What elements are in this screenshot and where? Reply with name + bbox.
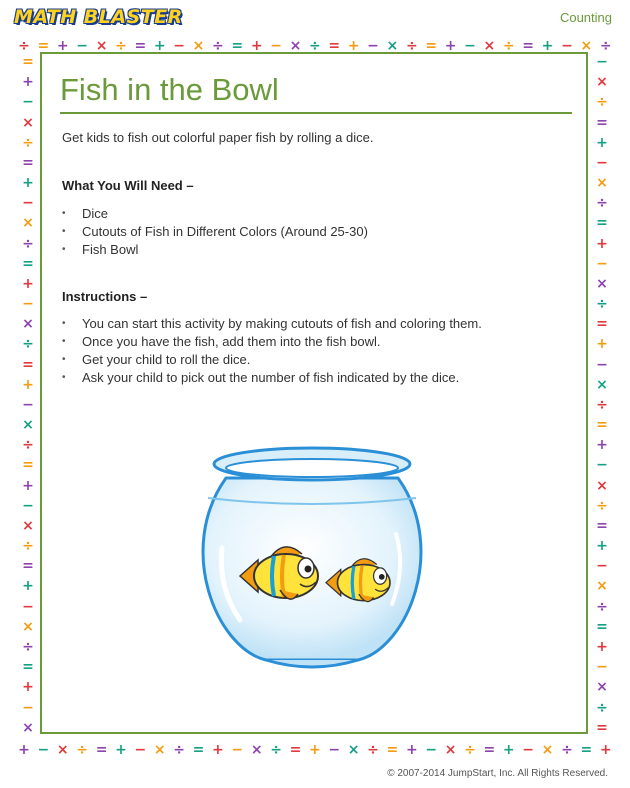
border-symbol-icon: = bbox=[231, 38, 244, 54]
border-symbol-icon: × bbox=[192, 38, 205, 54]
border-symbol-icon: ÷ bbox=[464, 742, 476, 758]
border-symbol-icon: + bbox=[596, 437, 608, 454]
list-item: • Fish Bowl bbox=[62, 241, 368, 259]
page-title: Fish in the Bowl bbox=[60, 72, 279, 107]
border-symbol-icon: = bbox=[596, 215, 608, 232]
border-symbol-icon: = bbox=[522, 38, 535, 54]
border-symbol-icon: ÷ bbox=[596, 598, 608, 615]
border-symbol-icon: ÷ bbox=[367, 742, 379, 758]
border-symbol-icon: = bbox=[328, 38, 341, 54]
border-symbol-icon: − bbox=[596, 659, 608, 676]
border-symbol-icon: + bbox=[212, 742, 224, 758]
list-item: • You can start this activity by making cutouts of fish and coloring them. bbox=[62, 315, 482, 333]
border-symbol-icon: + bbox=[502, 742, 515, 758]
border-symbol-icon: + bbox=[22, 74, 34, 91]
border-symbol-icon: − bbox=[596, 558, 608, 575]
list-item: • Once you have the fish, add them into the fish bowl. bbox=[62, 333, 482, 351]
border-symbol-icon: + bbox=[405, 742, 418, 758]
border-symbol-icon: = bbox=[192, 742, 205, 758]
border-symbol-icon: = bbox=[22, 659, 34, 676]
border-symbol-icon: − bbox=[22, 195, 34, 212]
border-symbol-icon: ÷ bbox=[596, 699, 608, 716]
border-symbol-icon: − bbox=[596, 154, 608, 171]
border-symbol-icon: − bbox=[76, 38, 89, 54]
border-symbol-icon: ÷ bbox=[596, 195, 608, 212]
border-symbol-icon: ÷ bbox=[22, 538, 34, 555]
border-symbol-icon: = bbox=[483, 742, 496, 758]
border-symbol-icon: = bbox=[596, 618, 608, 635]
title-divider bbox=[60, 112, 572, 114]
border-symbol-icon: − bbox=[22, 497, 34, 514]
border-symbol-icon: = bbox=[134, 38, 147, 54]
border-symbol-icon: + bbox=[22, 578, 34, 595]
border-symbol-icon: × bbox=[95, 38, 108, 54]
border-symbol-icon: + bbox=[541, 38, 554, 54]
list-item: • Ask your child to pick out the number of fish indicated by the dice. bbox=[62, 369, 482, 387]
border-symbol-icon: ÷ bbox=[22, 336, 34, 353]
border-symbol-icon: − bbox=[22, 396, 34, 413]
border-symbol-icon: + bbox=[22, 477, 34, 494]
border-symbol-icon: + bbox=[56, 38, 69, 54]
border-symbol-icon: − bbox=[173, 38, 185, 54]
border-symbol-icon: = bbox=[596, 719, 608, 736]
border-symbol-icon: × bbox=[596, 275, 608, 292]
border-symbol-icon: = bbox=[596, 517, 608, 534]
border-symbol-icon: = bbox=[596, 114, 608, 131]
instructions-list bbox=[62, 315, 482, 387]
border-symbol-icon: = bbox=[37, 38, 50, 54]
category-label: Counting bbox=[559, 10, 612, 25]
border-symbol-icon: × bbox=[153, 742, 166, 758]
border-symbol-icon: × bbox=[596, 74, 608, 91]
border-symbol-icon: = bbox=[22, 255, 34, 272]
border-bottom bbox=[16, 742, 614, 758]
border-symbol-icon: ÷ bbox=[502, 38, 515, 54]
instructions-heading: Instructions – bbox=[62, 289, 148, 304]
border-symbol-icon: + bbox=[18, 742, 30, 758]
border-symbol-icon: × bbox=[483, 38, 496, 54]
border-symbol-icon: ÷ bbox=[212, 38, 224, 54]
border-symbol-icon: × bbox=[56, 742, 69, 758]
border-symbol-icon: − bbox=[367, 38, 379, 54]
list-item: • Get your child to roll the dice. bbox=[62, 351, 482, 369]
border-left bbox=[20, 54, 36, 736]
border-symbol-icon: × bbox=[22, 618, 34, 635]
border-symbol-icon: + bbox=[250, 38, 263, 54]
bowl-icon bbox=[203, 448, 421, 667]
border-symbol-icon: + bbox=[153, 38, 166, 54]
border-symbol-icon: − bbox=[22, 699, 34, 716]
copyright-text: © 2007-2014 JumpStart, Inc. All Rights Reserved. bbox=[387, 768, 608, 779]
border-symbol-icon: + bbox=[596, 134, 608, 151]
border-symbol-icon: = bbox=[596, 316, 608, 333]
border-symbol-icon: × bbox=[386, 38, 399, 54]
border-symbol-icon: = bbox=[22, 154, 34, 171]
border-symbol-icon: = bbox=[289, 742, 302, 758]
border-symbol-icon: + bbox=[347, 38, 360, 54]
border-symbol-icon: = bbox=[596, 417, 608, 434]
border-symbol-icon: ÷ bbox=[173, 742, 185, 758]
border-symbol-icon: = bbox=[22, 356, 34, 373]
border-symbol-icon: − bbox=[464, 38, 476, 54]
border-symbol-icon: − bbox=[134, 742, 147, 758]
border-symbol-icon: + bbox=[599, 742, 612, 758]
intro-text: Get kids to fish out colorful paper fish by rolling a dice. bbox=[62, 130, 374, 145]
border-symbol-icon: × bbox=[596, 477, 608, 494]
border-symbol-icon: = bbox=[95, 742, 108, 758]
list-item: • Dice bbox=[62, 205, 368, 223]
border-symbol-icon: ÷ bbox=[76, 742, 89, 758]
border-symbol-icon: + bbox=[596, 538, 608, 555]
border-symbol-icon: ÷ bbox=[599, 38, 612, 54]
border-symbol-icon: − bbox=[231, 742, 244, 758]
border-symbol-icon: + bbox=[596, 235, 608, 252]
border-symbol-icon: + bbox=[115, 742, 127, 758]
border-symbol-icon: = bbox=[386, 742, 399, 758]
border-symbol-icon: − bbox=[596, 255, 608, 272]
border-symbol-icon: ÷ bbox=[596, 497, 608, 514]
border-symbol-icon: − bbox=[22, 296, 34, 313]
border-symbol-icon: × bbox=[541, 742, 554, 758]
border-symbol-icon: − bbox=[270, 38, 282, 54]
needs-heading: What You Will Need – bbox=[62, 178, 194, 193]
border-symbol-icon: − bbox=[596, 356, 608, 373]
border-symbol-icon: ÷ bbox=[22, 638, 34, 655]
border-symbol-icon: ÷ bbox=[18, 38, 30, 54]
border-symbol-icon: ÷ bbox=[22, 235, 34, 252]
border-symbol-icon: ÷ bbox=[561, 742, 573, 758]
border-symbol-icon: − bbox=[596, 54, 608, 70]
fish-bowl-illustration bbox=[196, 438, 428, 678]
border-symbol-icon: = bbox=[22, 457, 34, 474]
border-symbol-icon: − bbox=[596, 457, 608, 474]
border-symbol-icon: × bbox=[444, 742, 457, 758]
border-symbol-icon: ÷ bbox=[596, 396, 608, 413]
border-symbol-icon: × bbox=[580, 38, 593, 54]
border-symbol-icon: + bbox=[22, 679, 34, 696]
border-symbol-icon: ÷ bbox=[405, 38, 418, 54]
border-symbol-icon: − bbox=[561, 38, 573, 54]
border-symbol-icon: = bbox=[580, 742, 593, 758]
border-symbol-icon: × bbox=[596, 175, 608, 192]
border-symbol-icon: × bbox=[22, 215, 34, 232]
border-symbol-icon: ÷ bbox=[270, 742, 282, 758]
border-symbol-icon: × bbox=[22, 719, 34, 736]
border-symbol-icon: × bbox=[22, 316, 34, 333]
border-symbol-icon: + bbox=[596, 336, 608, 353]
needs-list bbox=[62, 205, 368, 259]
border-symbol-icon: × bbox=[250, 742, 263, 758]
border-symbol-icon: × bbox=[596, 376, 608, 393]
border-symbol-icon: − bbox=[328, 742, 341, 758]
border-symbol-icon: + bbox=[22, 376, 34, 393]
math-blaster-logo[interactable]: MATH BLASTER bbox=[14, 6, 183, 28]
border-symbol-icon: × bbox=[22, 114, 34, 131]
border-symbol-icon: − bbox=[22, 598, 34, 615]
border-symbol-icon: = bbox=[425, 38, 438, 54]
border-symbol-icon: ÷ bbox=[596, 296, 608, 313]
border-symbol-icon: × bbox=[22, 417, 34, 434]
border-symbol-icon: ÷ bbox=[22, 134, 34, 151]
border-symbol-icon: × bbox=[596, 578, 608, 595]
border-symbol-icon: ÷ bbox=[22, 437, 34, 454]
border-symbol-icon: − bbox=[425, 742, 438, 758]
border-symbol-icon: × bbox=[347, 742, 360, 758]
list-item: • Cutouts of Fish in Different Colors (Around 25-30) bbox=[62, 223, 368, 241]
border-symbol-icon: = bbox=[22, 558, 34, 575]
border-symbol-icon: − bbox=[22, 94, 34, 111]
border-symbol-icon: + bbox=[596, 638, 608, 655]
border-symbol-icon: ÷ bbox=[596, 94, 608, 111]
border-symbol-icon: − bbox=[37, 742, 50, 758]
border-symbol-icon: ÷ bbox=[308, 38, 321, 54]
border-symbol-icon: × bbox=[289, 38, 302, 54]
border-symbol-icon: − bbox=[522, 742, 535, 758]
border-symbol-icon: + bbox=[22, 175, 34, 192]
border-symbol-icon: = bbox=[22, 54, 34, 70]
border-symbol-icon: + bbox=[22, 275, 34, 292]
border-symbol-icon: + bbox=[444, 38, 457, 54]
border-symbol-icon: + bbox=[308, 742, 321, 758]
border-right bbox=[594, 54, 610, 736]
border-symbol-icon: × bbox=[596, 679, 608, 696]
border-symbol-icon: × bbox=[22, 517, 34, 534]
border-symbol-icon: ÷ bbox=[115, 38, 127, 54]
